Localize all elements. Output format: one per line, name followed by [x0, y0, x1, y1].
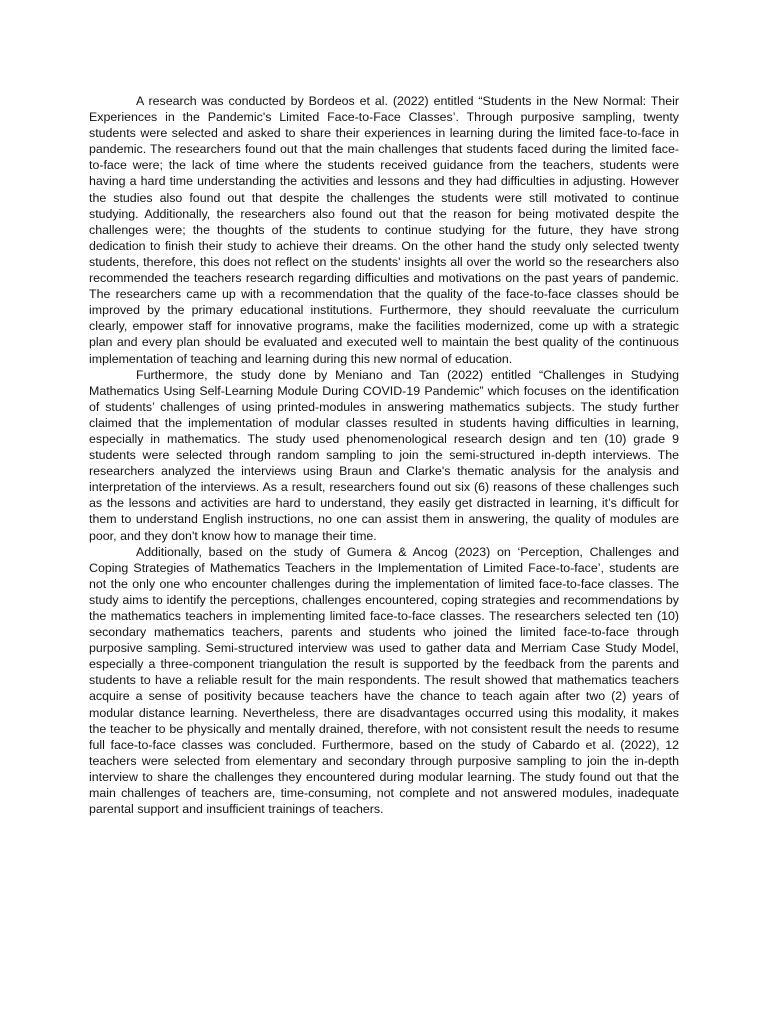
paragraph-bordeos-study: A research was conducted by Bordeos et al. (2022) entitled “Students in the New Normal: Their Experiences in the Pandemic's Limited Face-to-Face Classes’. Through purposive sampling, twenty students were selected and asked to share their experiences in learning during the limited face-to-face in pandemic. The researchers found out that the main challenges that students faced during the limited face-to-face were; the lack of time where the students received guidance from the teachers, students were having a hard time understanding the activities and lessons and they had difficulties in adjusting. However the studies also found out that despite the challenges the students were still motivated to continue studying. Additionally, the researchers also found out that the reason for being motivated despite the challenges were; the thoughts of the students to continue studying for the future, they have strong dedication to finish their study to achieve their dreams. On the other hand the study only selected twenty students, therefore, this does not reflect on the students' insights all over the world so the researchers also recommended the teachers research regarding difficulties and motivations on the past years of pandemic. The researchers came up with a recommendation that the quality of the face-to-face classes should be improved by the primary educational institutions. Furthermore, they should reevaluate the curriculum clearly, empower staff for innovative programs, make the facilities modernized, come up with a strategic plan and every plan should be evaluated and executed well to maintain the best quality of the continuous implementation of teaching and learning during this new normal of education. [89, 94, 679, 366]
body-text [89, 93, 679, 817]
paragraph-meniano-tan-study: Furthermore, the study done by Meniano and Tan (2022) entitled “Challenges in Studying Mathematics Using Self-Learning Module During COVID-19 Pandemic” which focuses on the identification of students’ challenges of using printed-modules in answering mathematics subjects. The study further claimed that the implementation of modular classes resulted in students having difficulties in learning, especially in mathematics. The study used phenomenological research design and ten (10) grade 9 students were selected through random sampling to join the semi-structured in-depth interviews. The researchers analyzed the interviews using Braun and Clarke's thematic analysis for the analysis and interpretation of the interviews. As a result, researchers found out six (6) reasons of these challenges such as the lessons and activities are hard to understand, they easily get distracted in learning, it’s difficult for them to understand English instructions, no one can assist them in answering, the quality of modules are poor, and they don't know how to manage their time. [89, 367, 679, 543]
paragraph-gumera-ancog-study: Additionally, based on the study of Gumera & Ancog (2023) on ‘Perception, Challenges and Coping Strategies of Mathematics Teachers in the Implementation of Limited Face-to-face’, students are not the only one who encounter challenges during the implementation of limited face-to-face classes. The study aims to identify the perceptions, challenges encountered, coping strategies and recommendations by the mathematics teachers in implementing limited face-to-face classes. The researchers selected ten (10) secondary mathematics teachers, parents and students who joined the limited face-to-face through purposive sampling. Semi-structured interview was used to gather data and Merriam Case Study Model, especially a three-component triangulation the result is supported by the feedback from the parents and students to have a reliable result for the main respondents. The result showed that mathematics teachers acquire a sense of positivity because teachers have the chance to teach again after two (2) years of modular distance learning. Nevertheless, there are disadvantages occurred using this modality, it makes the teacher to be physically and mentally drained, therefore, with not consistent result the needs to resume full face-to-face classes was concluded. Furthermore, based on the study of Cabardo et al. (2022), 12 teachers were selected from elementary and secondary through purposive sampling to join the in-depth interview to share the challenges they encountered during modular learning. The study found out that the main challenges of teachers are, time-consuming, not complete and not answered modules, inadequate parental support and insufficient trainings of teachers. [89, 544, 679, 817]
